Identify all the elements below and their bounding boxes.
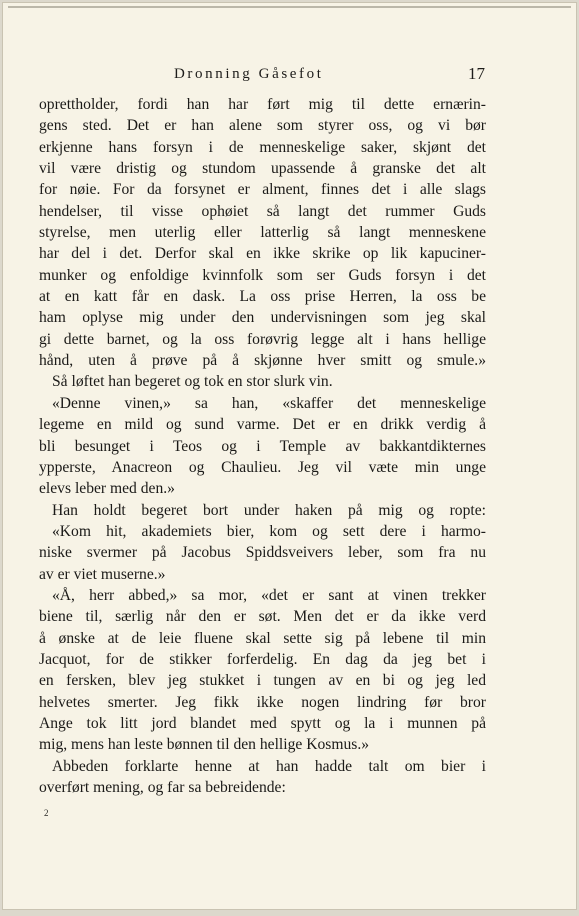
text-line: legeme en mild og sund varme. Det er en drikk verdig å [39, 416, 486, 434]
signature-mark: 2 [44, 808, 49, 818]
text-line: «Denne vinen,» sa han, «skaffer det menneskelige [52, 394, 486, 412]
page-header [2, 66, 577, 88]
text-line: hånd, uten å prøve på å skjønne hver smitt og smule.» [39, 352, 486, 370]
text-line: erkjenne hans forsyn i de menneskelige saker, skjønt det [39, 138, 486, 156]
text-line: hendelser, til visse ophøiet så langt det rummer Guds [39, 202, 486, 220]
text-line: «Å, herr abbed,» sa mor, «det er sant at vinen trekker [52, 586, 486, 604]
text-line: bli besunget i Teos og i Temple av bakkantdikternes [39, 437, 486, 455]
text-line: biene til, særlig når den er søt. Men det er da ikke verd [39, 608, 486, 626]
text-line: ham oplyse mig under den undervisningen som jeg skal [39, 309, 486, 327]
text-line: Så løftet han begeret og tok en stor slurk vin. [52, 373, 333, 391]
text-line: niske svermer på Jacobus Spiddsveivers leber, som fra nu [39, 544, 486, 562]
text-line: Abbeden forklarte henne at han hadde talt om bier i [52, 757, 486, 775]
text-line: overført mening, og far sa bebreidende: [39, 779, 286, 796]
running-title: Dronning Gåsefot [174, 66, 324, 82]
text-line: en fersken, blev jeg stukket i tungen av en bi og jeg led [39, 672, 486, 690]
book-page [2, 2, 577, 910]
text-line: å ønske at de leie fluene skal sette sig på lebene til min [39, 629, 486, 647]
text-line: har del i det. Derfor skal en ikke skrike op lik kapuciner- [39, 245, 486, 263]
text-line: oprettholder, fordi han har ført mig til dette ernærin- [39, 96, 486, 113]
text-line: Han holdt begeret bort under haken på mig og ropte: [52, 501, 486, 519]
text-line: Ange tok litt jord blandet med spytt og la i munnen på [39, 714, 486, 732]
text-line: vil være dristig og stundom upassende å granske det alt [39, 160, 486, 178]
page-number: 17 [468, 64, 485, 83]
text-line: elevs leber med den.» [39, 480, 175, 498]
text-line: av er viet muserne.» [39, 565, 166, 583]
text-line: for nøie. For da forsynet er alment, finnes det i alle slags [39, 181, 486, 199]
text-line: gens sted. Det er han alene som styrer oss, og vi bør [39, 117, 486, 135]
body-text [39, 94, 486, 798]
text-line: mig, mens han leste bønnen til den hellige Kosmus.» [39, 736, 370, 754]
text-line: Jacquot, for de stikker forferdelig. En dag da jeg bet i [39, 650, 486, 668]
text-line: at en katt får en dask. La oss prise Herren, la oss be [39, 288, 486, 306]
text-line: munker og enfoldige kvinnfolk som ser Guds forsyn i det [39, 266, 486, 284]
text-line: helvetes smerter. Jeg fikk ikke nogen lindring før bror [39, 693, 486, 711]
text-line: ypperste, Anacreon og Chaulieu. Jeg vil væte min unge [39, 458, 486, 476]
text-line: styrelse, men uterlig eller latterlig så langt menneskene [39, 224, 486, 242]
text-line: «Kom hit, akademiets bier, kom og sett dere i harmo- [52, 522, 486, 540]
text-line: gi dette barnet, og la oss forøvrig legge alt i hans hellige [39, 330, 486, 348]
top-scan-edge [8, 6, 571, 8]
